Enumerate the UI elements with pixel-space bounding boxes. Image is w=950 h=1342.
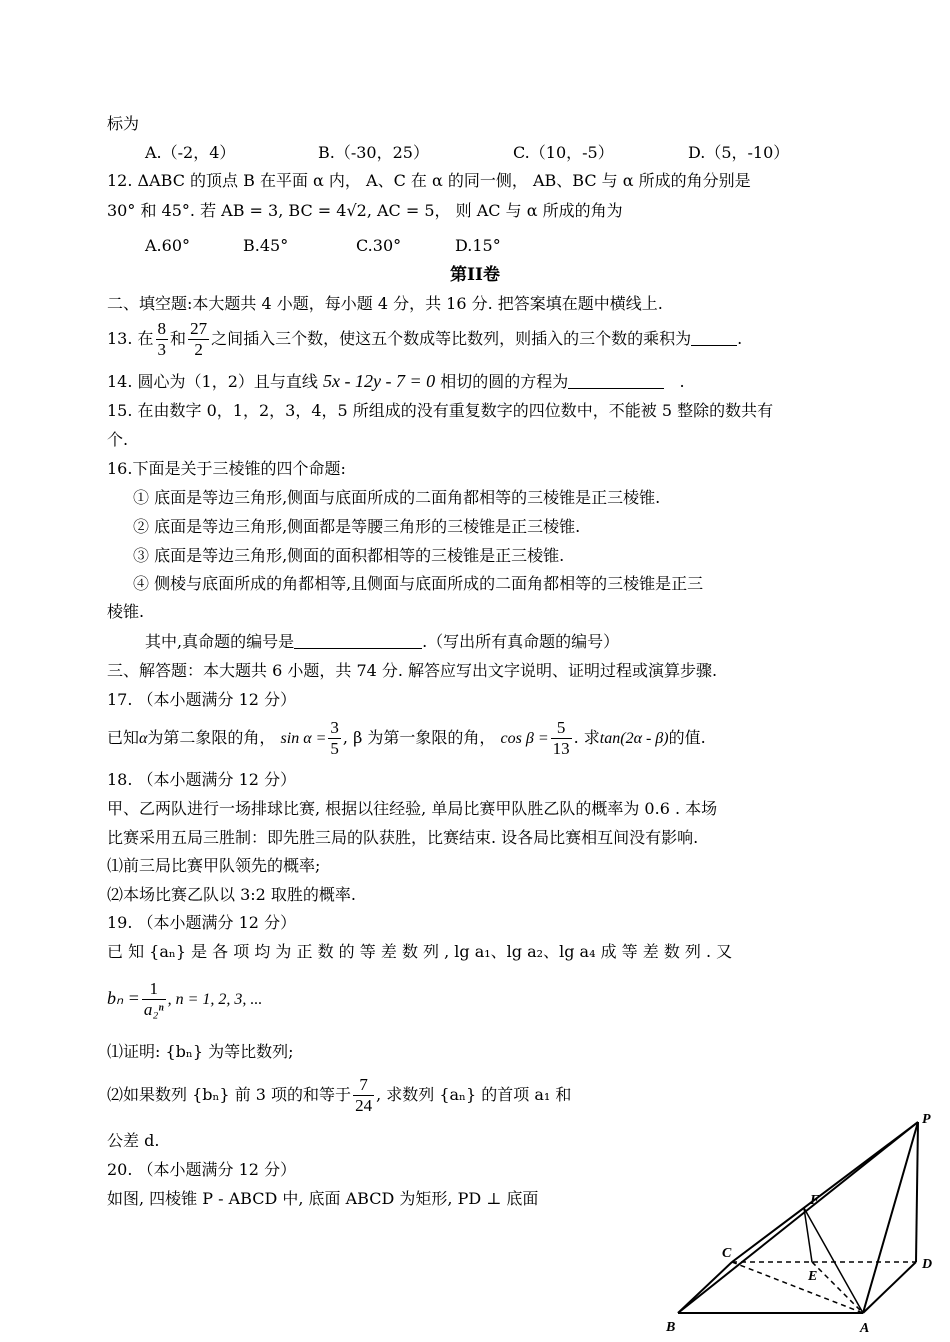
q19-part1: ⑴证明: {bₙ} 为等比数列; <box>107 1042 294 1061</box>
pyramid-figure <box>660 1110 950 1342</box>
q17-cos-fraction: $\frac{5}{13}$ <box>552 718 570 758</box>
q13-fraction-1: $\frac{8}{3}$ <box>157 319 167 359</box>
q17-tan: tan(2α - β) <box>599 730 669 747</box>
q16-intro: 16.下面是关于三棱锥的四个命题: <box>107 459 346 478</box>
q18-line2: 比赛采用五局三胜制：即先胜三局的队获胜，比赛结束. 设各局比赛相互间没有影响. <box>107 828 699 847</box>
part2-title: 第II卷 <box>450 265 500 285</box>
label-D: D <box>922 1257 933 1272</box>
edge-PD <box>916 1122 918 1262</box>
q16-item-2: ② 底面是等边三角形,侧面都是等腰三角形的三棱锥是正三棱锥. <box>133 517 581 536</box>
q14-answer-blank <box>568 372 664 389</box>
q19-part2: ⑵如果数列 {bₙ} 前 3 项的和等于 $\frac{7}{24}$ , 求数列 {aₙ} 的首项 a₁ 和 <box>107 1075 572 1115</box>
q12-option-b: B.45° <box>243 236 289 255</box>
q11-option-a: A.（-2，4） <box>145 143 236 162</box>
q16-answer: 其中,真命题的编号是 .（写出所有真命题的编号） <box>145 632 620 651</box>
q20-line1: 如图, 四棱锥 P - ABCD 中, 底面 ABCD 为矩形, PD ⊥ 底面 <box>107 1189 539 1208</box>
q13-text: 之间插入三个数，使这五个数成等比数列，则插入的三个数的乘积为 <box>211 329 692 348</box>
q16-item-4: ④ 侧棱与底面所成的角都相等,且侧面与底面所成的二面角都相等的三棱锥是正三 <box>133 574 704 593</box>
q12-line2: 30° 和 45°. 若 AB = 3, BC = 4√2, AC = 5， 则 AC 与 α 所成的角为 <box>107 201 623 220</box>
section3-header: 三、解答题：本大题共 6 小题，共 74 分. 解答应写出文字说明、证明过程或演算步骤. <box>107 661 718 680</box>
hidden-edge-CA <box>732 1262 863 1313</box>
q18-part1: ⑴前三局比赛甲队领先的概率; <box>107 856 321 875</box>
q13-fraction-2: $\frac{27}{2}$ <box>190 319 208 359</box>
q16-item-3: ③ 底面是等边三角形,侧面的面积都相等的三棱锥是正三棱锥. <box>133 546 565 565</box>
q17-sin-fraction: $\frac{3}{5}$ <box>330 718 339 758</box>
q13-and: 和 <box>170 329 187 348</box>
q12-option-c: C.30° <box>356 236 402 255</box>
label-E: E <box>808 1269 818 1284</box>
hidden-edge-EA <box>812 1262 863 1313</box>
q17-header: 17. （本小题满分 12 分） <box>107 690 297 709</box>
q13-answer-blank <box>691 329 737 346</box>
q15-line2: 个. <box>107 430 129 449</box>
q17-sin: sin α = <box>280 730 327 747</box>
q18-line1: 甲、乙两队进行一场排球比赛, 根据以往经验, 单局比赛甲队胜乙队的概率为 0.6 . 本场 <box>107 799 718 818</box>
q16-item-1: ① 底面是等边三角形,侧面与底面所成的二面角都相等的三棱锥是正三棱锥. <box>133 488 661 507</box>
q11-tail: 标为 <box>107 114 140 133</box>
label-C: C <box>722 1246 732 1261</box>
q18-header: 18. （本小题满分 12 分） <box>107 770 297 789</box>
label-B: B <box>666 1320 676 1335</box>
q17-cos: cos β = <box>500 730 549 747</box>
q11-option-d: D.（5，-10） <box>688 143 790 162</box>
q13: 13. 在 $\frac{8}{3}$ 和 $\frac{27}{2}$ 之间插入三个数，使这五个数成等比数列，则插入的三个数的乘积为 . <box>107 319 743 359</box>
q19-bn-definition: bₙ = $\frac{1}{\text{a₂ⁿ}}$ , n = 1, 2, 3, ... <box>107 979 263 1019</box>
q20-header: 20. （本小题满分 12 分） <box>107 1160 297 1179</box>
q19-part2-cont: 公差 d. <box>107 1131 160 1150</box>
q19-bn-fraction: $\frac{1}{\text{a₂ⁿ}}$ <box>143 979 164 1019</box>
label-F: F <box>810 1193 820 1208</box>
q11-option-b: B.（-30，25） <box>318 143 429 162</box>
q14-equation: 5x - 12y - 7 = 0 <box>323 371 436 391</box>
q19-line1: 已 知 {aₙ} 是 各 项 均 为 正 数 的 等 差 数 列 , lg a₁、lg a₂、lg a₄ 成 等 差 数 列 . 又 <box>107 942 733 961</box>
edge-FA <box>804 1208 863 1313</box>
q11-option-c: C.（10，-5） <box>513 143 614 162</box>
q12-line1: 12. ΔABC 的顶点 B 在平面 α 内， A、C 在 α 的同一侧， AB、BC 与 α 所成的角分别是 <box>107 171 751 190</box>
q18-part2: ⑵本场比赛乙队以 3:2 取胜的概率. <box>107 885 357 904</box>
q19-part2-fraction: $\frac{7}{24}$ <box>355 1075 373 1115</box>
q12-option-a: A.60° <box>145 236 190 255</box>
q15-line1: 15. 在由数字 0，1，2，3，4，5 所组成的没有重复数字的四位数中，不能被 5 整除的数共有 <box>107 401 774 420</box>
q14: 14. 圆心为（1，2）且与直线 5x - 12y - 7 = 0 相切的圆的方程为 . <box>107 371 685 391</box>
edge-PA <box>863 1122 918 1313</box>
q17-body: 已知α为第二象限的角， sin α = $\frac{3}{5}$ , β 为第一象限的角， cos β = $\frac{5}{13}$ . 求tan(2α - β)的值. <box>107 718 706 758</box>
edge-PB <box>678 1122 918 1313</box>
q13-prefix: 13. 在 <box>107 329 154 348</box>
edge-BC <box>678 1262 732 1313</box>
label-P: P <box>922 1112 931 1127</box>
q16-answer-blank <box>294 632 422 649</box>
q16-item-4-cont: 棱锥. <box>107 602 145 621</box>
section2-header: 二、填空题:本大题共 4 小题，每小题 4 分，共 16 分. 把答案填在题中横线上. <box>107 294 663 313</box>
label-A: A <box>860 1321 870 1336</box>
edge-CF <box>732 1208 804 1262</box>
q12-option-d: D.15° <box>455 236 501 255</box>
q19-header: 19. （本小题满分 12 分） <box>107 913 297 932</box>
